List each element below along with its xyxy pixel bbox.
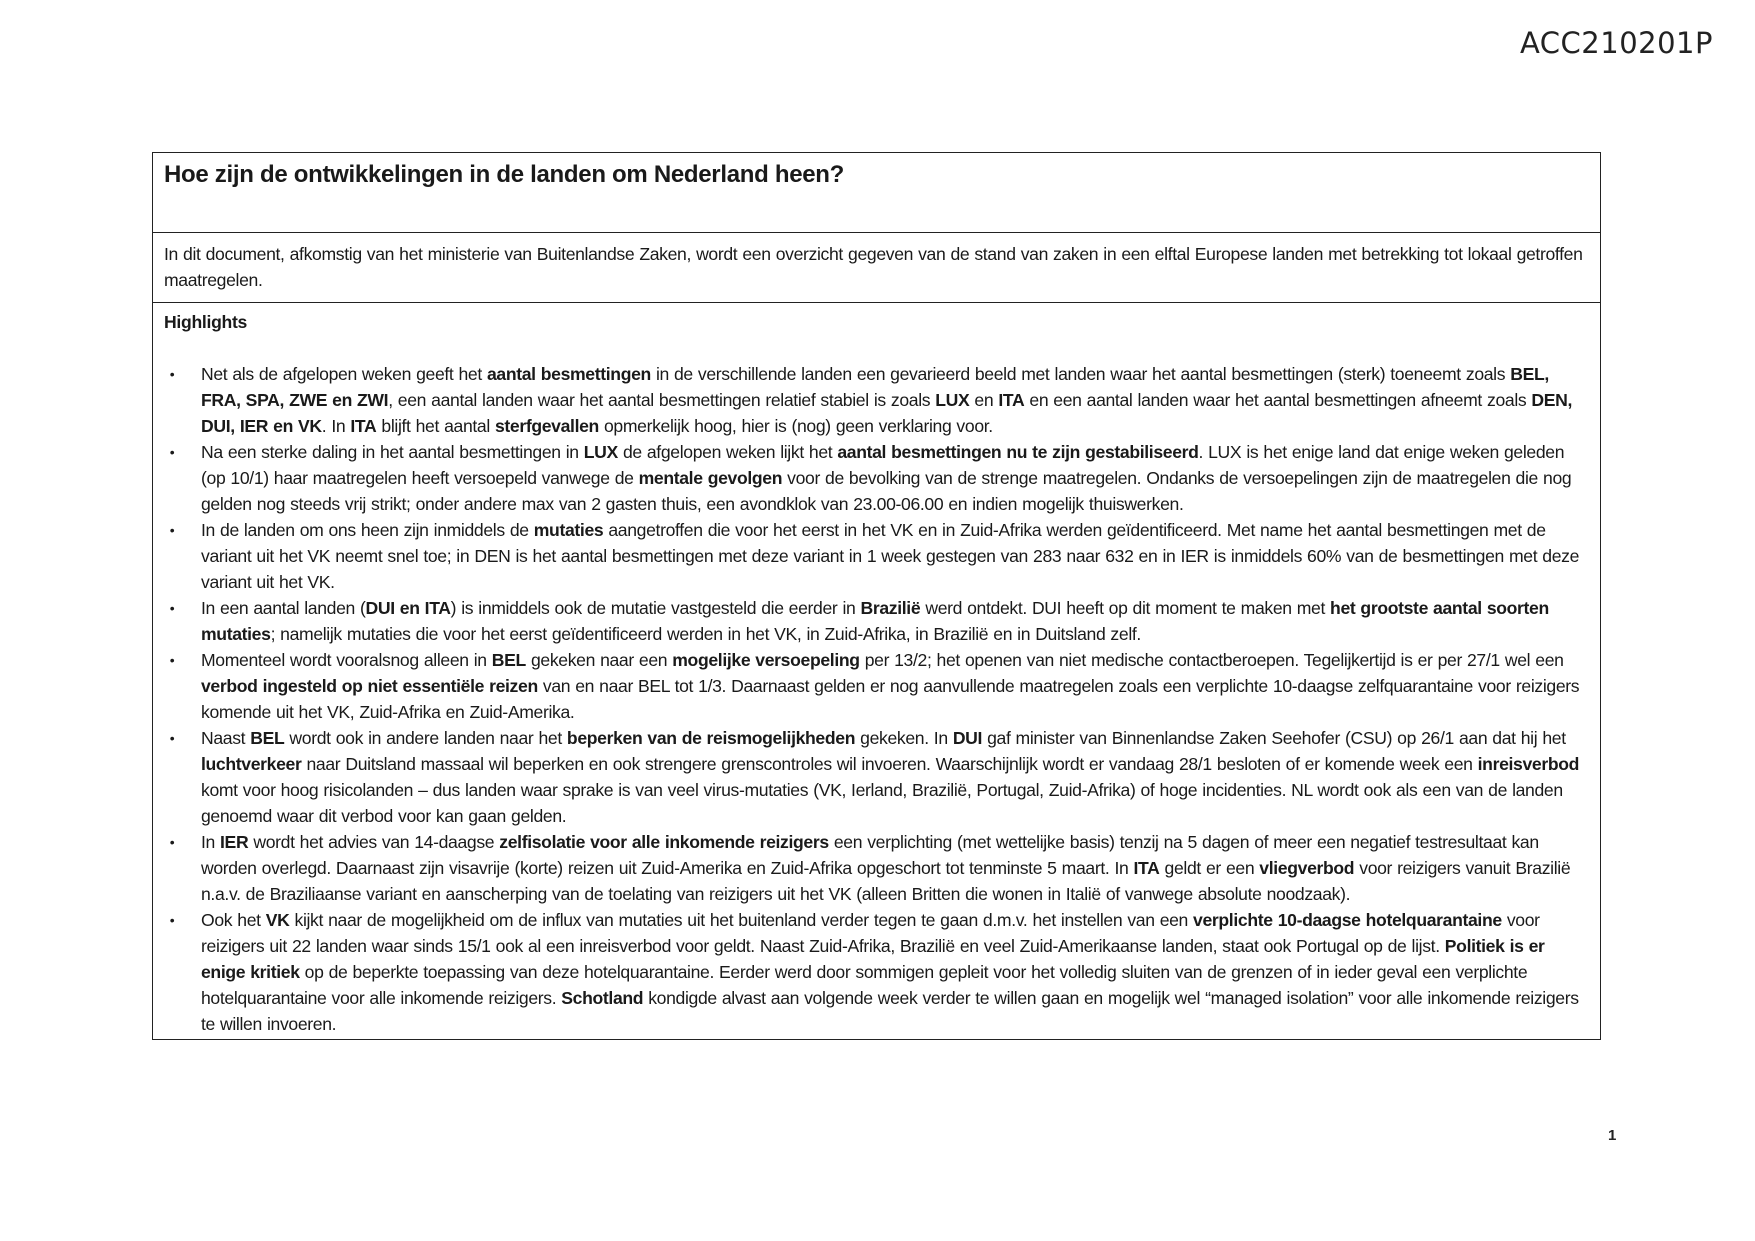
plain-text: . In <box>321 416 351 436</box>
emphasis-text: verplichte 10-daagse hotelquarantaine <box>1193 910 1502 930</box>
emphasis-text: DEN, DUI, IER en VK <box>201 390 1572 436</box>
emphasis-text: mutaties <box>533 520 604 540</box>
highlight-item <box>164 907 1589 1037</box>
plain-text: wordt het advies van 14-daagse <box>248 832 500 852</box>
plain-text: In <box>201 832 221 852</box>
plain-text: werd ontdekt. DUI heeft op dit moment te maken met <box>920 598 1331 618</box>
emphasis-text: ITA <box>998 390 1025 410</box>
bullet-icon: • <box>169 912 175 928</box>
plain-text: Net als de afgelopen weken geeft het <box>201 364 487 384</box>
highlight-item <box>164 647 1589 725</box>
plain-text: ) is inmiddels ook de mutatie vastgesteld die eerder in <box>450 598 861 618</box>
bullet-icon: • <box>169 652 175 668</box>
emphasis-text: inreisverbod <box>1477 754 1580 774</box>
content-box <box>152 152 1601 1040</box>
plain-text: ; namelijk mutaties die voor het eerst geïdentificeerd werden in het VK, in Zuid-Afrika, in Brazilië en in Duitsland zelf. <box>270 624 1141 644</box>
bullet-icon: • <box>169 522 175 538</box>
highlights-list <box>164 361 1589 1037</box>
highlight-item <box>164 595 1589 647</box>
emphasis-text: mogelijke versoepeling <box>672 650 860 670</box>
plain-text: Ook het <box>201 910 266 930</box>
plain-text: geldt er een <box>1159 858 1260 878</box>
plain-text: voor reizigers vanuit Brazilië n.a.v. de Braziliaanse variant en aanscherping van de toelating van reizigers uit het VK (alleen Britten die wonen in Italië of vanwege absolute noodzaak). <box>201 858 1571 904</box>
plain-text: in de verschillende landen een gevarieerd beeld met landen waar het aantal besmettingen (sterk) toeneemt zoals <box>650 364 1511 384</box>
emphasis-text: ITA <box>1133 858 1160 878</box>
plain-text: In een aantal landen ( <box>201 598 366 618</box>
emphasis-text: BEL, FRA, SPA, ZWE en ZWI <box>201 364 1549 410</box>
plain-text: de afgelopen weken lijkt het <box>617 442 838 462</box>
bullet-icon: • <box>169 444 175 460</box>
emphasis-text: mentale gevolgen <box>638 468 783 488</box>
emphasis-text: vliegverbod <box>1259 858 1355 878</box>
plain-text: komt voor hoog risicolanden – dus landen waar sprake is van veel virus-mutaties (VK, Ierland, Brazilië, Portugal, Zuid-Afrika) of hoge incidenties. NL wordt ook als een van de landen genoemd waar dit verbod voor kan gaan gelden. <box>201 780 1563 826</box>
bullet-icon: • <box>169 834 175 850</box>
highlight-item <box>164 361 1589 439</box>
highlight-text <box>201 598 1549 644</box>
emphasis-text: LUX <box>935 390 970 410</box>
bullet-icon: • <box>169 600 175 616</box>
plain-text: voor reizigers uit 22 landen waar sinds 15/1 ook al een inreisverbod voor geldt. Naast Zuid-Afrika, Brazilië en veel Zuid-Amerikaanse landen, staat ook Portugal op de lijst. <box>201 910 1540 956</box>
highlight-item <box>164 829 1589 907</box>
bullet-icon: • <box>169 730 175 746</box>
emphasis-text: aantal besmettingen <box>486 364 651 384</box>
emphasis-text: Schotland <box>561 988 644 1008</box>
plain-text: gekeken. In <box>855 728 953 748</box>
bullet-icon: • <box>169 366 175 382</box>
emphasis-text: aantal besmettingen nu te zijn gestabiliseerd <box>837 442 1199 462</box>
intro-paragraph: In dit document, afkomstig van het ministerie van Buitenlandse Zaken, wordt een overzicht gegeven van de stand van zaken in een elftal Europese landen met betrekking tot lokaal getroffen maatregelen. <box>164 244 1583 290</box>
highlight-text <box>201 520 1579 592</box>
plain-text: per 13/2; het openen van niet medische contactberoepen. Tegelijkertijd is er per 27/1 wel een <box>859 650 1564 670</box>
highlight-text <box>201 832 1570 904</box>
highlight-text <box>201 442 1571 514</box>
highlight-text <box>201 728 1579 826</box>
plain-text: een verplichting (met wettelijke basis) tenzij na 5 dagen of meer een negatief testresultaat kan worden overlegd. Daarnaast zijn visavrije (korte) reizen uit Zuid-Amerika en Zuid-Afrika opgeschort tot tenminste 5 maart. In <box>201 832 1539 878</box>
plain-text: Naast <box>201 728 251 748</box>
emphasis-text: luchtverkeer <box>201 754 302 774</box>
highlight-item <box>164 439 1589 517</box>
emphasis-text: IER <box>220 832 249 852</box>
emphasis-text: verbod ingesteld op niet essentiële reizen <box>201 676 538 696</box>
intro-row <box>153 233 1600 303</box>
plain-text: Momenteel wordt vooralsnog alleen in <box>201 650 492 670</box>
emphasis-text: Politiek is er enige kritiek <box>201 936 1545 982</box>
plain-text: . LUX is het enige land dat enige weken geleden (op 10/1) haar maatregelen heeft versoepeld vanwege de <box>201 442 1565 488</box>
emphasis-text: DUI <box>952 728 983 748</box>
plain-text: blijft het aantal <box>376 416 495 436</box>
emphasis-text: BEL <box>250 728 285 748</box>
plain-text: Na een sterke daling in het aantal besmettingen in <box>201 442 584 462</box>
plain-text: wordt ook in andere landen naar het <box>284 728 567 748</box>
highlight-item <box>164 517 1589 595</box>
page-title: Hoe zijn de ontwikkelingen in de landen om Nederland heen? <box>164 161 845 188</box>
plain-text: op de beperkte toepassing van deze hotelquarantaine. Eerder werd door sommigen gepleit voor het volledig sluiten van de grenzen of in ieder geval een verplichte hotelquarantaine voor alle inkomende reizigers. <box>201 962 1528 1008</box>
plain-text: naar Duitsland massaal wil beperken en ook strengere grenscontroles wil invoeren. Waarschijnlijk wordt er vandaag 28/1 besloten of er komende week een <box>301 754 1478 774</box>
emphasis-text: DUI en ITA <box>365 598 451 618</box>
plain-text: en een aantal landen waar het aantal besmettingen afneemt zoals <box>1024 390 1532 410</box>
highlight-item <box>164 725 1589 829</box>
emphasis-text: LUX <box>583 442 618 462</box>
highlight-text <box>201 650 1579 722</box>
emphasis-text: VK <box>265 910 290 930</box>
plain-text: In de landen om ons heen zijn inmiddels de <box>201 520 534 540</box>
plain-text: aangetroffen die voor het eerst in het VK en in Zuid-Afrika werden geïdentificeerd. Met name het aantal besmettingen met de variant uit het VK neemt snel toe; in DEN is het aantal besmettingen met deze variant in 1 week gestegen van 283 naar 632 en in IER is inmiddels 60% van de besmettingen met deze variant uit het VK. <box>201 520 1580 592</box>
emphasis-text: het grootste aantal soorten mutaties <box>201 598 1549 644</box>
emphasis-text: beperken van de reismogelijkheden <box>566 728 856 748</box>
page-number: 1 <box>1608 1127 1617 1144</box>
emphasis-text: zelfisolatie voor alle inkomende reizigers <box>499 832 829 852</box>
plain-text: kondigde alvast aan volgende week verder te willen gaan en mogelijk wel “managed isolation” voor alle inkomende reizigers te willen invoeren. <box>201 988 1579 1034</box>
highlight-text <box>201 910 1579 1034</box>
title-row <box>153 153 1600 233</box>
emphasis-text: BEL <box>491 650 526 670</box>
plain-text: voor de bevolking van de strenge maatregelen. Ondanks de versoepelingen zijn de maatregelen die nog gelden nog steeds vrij strikt; onder andere max van 2 gasten thuis, een avondklok van 23.00-06.00 en indien mogelijk thuiswerken. <box>201 468 1572 514</box>
plain-text: , een aantal landen waar het aantal besmettingen relatief stabiel is zoals <box>388 390 936 410</box>
emphasis-text: Brazilië <box>860 598 921 618</box>
plain-text: opmerkelijk hoog, hier is (nog) geen verklaring voor. <box>598 416 993 436</box>
highlights-heading: Highlights <box>164 312 248 332</box>
highlight-text <box>201 364 1572 436</box>
emphasis-text: sterfgevallen <box>494 416 599 436</box>
plain-text: van en naar BEL tot 1/3. Daarnaast gelden er nog aanvullende maatregelen zoals een verplichte 10-daagse zelfquarantaine voor reizigers komende uit het VK, Zuid-Afrika en Zuid-Amerika. <box>201 676 1580 722</box>
emphasis-text: ITA <box>350 416 377 436</box>
plain-text: en <box>969 390 999 410</box>
plain-text: gaf minister van Binnenlandse Zaken Seehofer (CSU) op 26/1 aan dat hij het <box>982 728 1566 748</box>
plain-text: kijkt naar de mogelijkheid om de influx van mutaties uit het buitenland verder tegen te gaan d.m.v. het instellen van een <box>289 910 1194 930</box>
plain-text: gekeken naar een <box>525 650 673 670</box>
document-code: ACC210201P <box>1519 26 1713 60</box>
highlights-row <box>153 303 1600 1039</box>
